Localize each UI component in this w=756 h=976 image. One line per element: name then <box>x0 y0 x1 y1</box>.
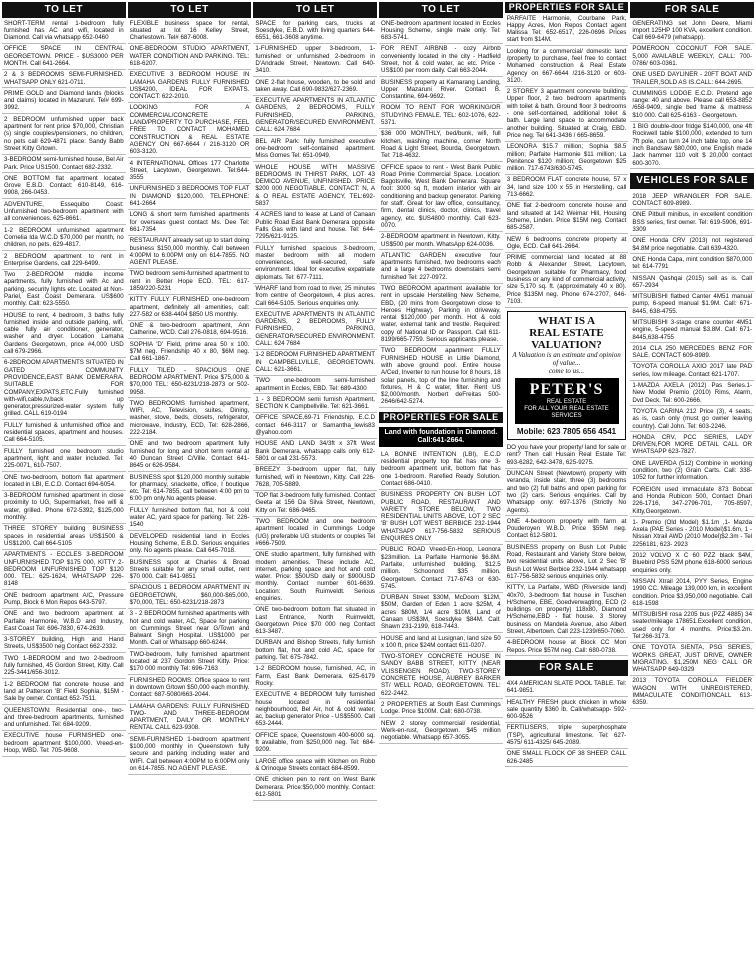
promo-line: REAL ESTATE <box>529 326 604 339</box>
classified-ad: 1 - 3 BEDROOM semi furnish Apartment, SECTION K Campbellville. Tel: 621-3661. <box>253 394 377 413</box>
classified-ad: DUNCAN Street (Newtown) property with veranda, inside stair, three (3) bedrooms and two (2) full baths and open parking for two (2) cars. Serious enquiries. Call by Whatsapp only: 697-1376 (Strictly No Agents). <box>505 469 629 517</box>
classified-ad: PUBLIC ROAD Vreed-En-Hoop, Leonora $23million. La Parfaite Harmonie $6.8M. Parfaite, unfurnished building. $12.5 million. Schoonord $35 million. Georgetown. Contact 717-6743 or 630-5745. <box>379 545 503 593</box>
realty-logo <box>515 378 619 424</box>
classified-ad: LAMAHA GARDENS: FULLY FURNISHED TWO- AND THREE-BEDROOM APARTMENT, DAILY OR MONTHLY RENTAL CALL 623-9308. <box>128 701 252 734</box>
classified-ad: ONE-BEDROOM STUDIO APARTMENT, WATER CONDITION AND PARKING. TEL: 618-6207. <box>128 44 252 70</box>
classified-ad: MITSUBISHI flatbed Canter 4M51 manual pump, 6-speed manual $1.9M. Call: 671-8445, 638-4755. <box>630 292 754 318</box>
classified-ad: 2018 JEEP WRANGLER FOR SALE. CONTACT 609-8989. <box>630 191 754 210</box>
classified-ad: TWO 1-BEDROOM and two 2-bedroom fully furnished, 45 Gordon Street, Kitty. Call 225-3441/656-3012. <box>2 653 126 679</box>
column-2 <box>128 2 252 974</box>
classified-ad: SOPHIA 'D' Field, prime area 50 x 100. $7M neg. Friendship 40 x 80, $6M neg. Call 661-1867. <box>128 339 252 365</box>
section-header: TO LET <box>253 2 377 18</box>
classified-ad: 4X4 AMERICAN SLATE POOL TABLE. Tel: 641-9851. <box>505 678 629 697</box>
classified-ad: LARGE office space with Kitchen on Robb & Orinoque Streets contact 684-8599. <box>253 756 377 775</box>
classified-ad: 3 - 2 BEDROOM furnished apartments with hot and cold water, AC, Space for parking on Cummings Street near G/Town and Balwant Singh Hospital. US$1000 per Month. Call or Whatsapp 660-6244. <box>128 609 252 649</box>
classified-ad: QUEENSTOWN: Residential one-, two- and three-bedroom apartments, furnished and unfurnished. Tel: 684-9209. <box>2 705 126 731</box>
classified-ad: WHARF land from road to river, 25 minutes from centre of Georgetown, 4 plus acres. Call 664-5105. Serious enquiries only. <box>253 284 377 310</box>
classified-ad: TWO bedroom semi-furnished apartment to rent in Better Hope ECD. TEL: 617-1859/220-5231 <box>128 269 252 295</box>
classified-ad: 1-FURNISHED upper 3-bedroom, 1-furnished or unfurnished 2-bedroom in D'Andrade Street, Newtown. Call 640-3410. <box>253 44 377 77</box>
classified-ad: TWO-bedroom, fully furnished apartment located at 237 Gordon Street Kitty. Price: $170 000 monthly Tel: 696-7163 <box>128 649 252 675</box>
classified-ad: ONE chicken pen to rent on West Bank Demerara. Price:$50,000 monthly. Contact: 612-5801 <box>253 775 377 801</box>
ad-list <box>505 443 629 657</box>
classified-ad: 2 & 3 BEDROOMS SEMI-FURNISHED. WHATSAPP ONLY 621-0711. <box>2 70 126 89</box>
classified-ad: EXECUTIVE APARTMENTS IN ATLANTIC GARDENS, 2 BEDROOMS, FULLY FURNISHED, PARKING, GENERATOR/SECURED ENVIRONMENT. CALL: 624 7684 <box>253 309 377 349</box>
classified-ad: FOR RENT AIRBNB - cozy Airbnb conveniently located in the city - Hadfield Street, hot & cold water, ac etc. Price - US$100 per room daily. Call 663-2044. <box>379 44 503 77</box>
classified-ad: ONE Pitbull minibus, in excellent condition BSS series, first owner. Tel: 619-5906, 691-3309 <box>630 210 754 236</box>
classified-ad: DO you have your property/ land for sale or rent? Then call Husain Real Estate Tel: 693-6282, 642-3478, 625-9275. <box>505 443 629 469</box>
classified-ad: ONE bedroom apartment A/C, Pressure Pump, Block 6 Mon Repos 643-5797. <box>2 590 126 609</box>
classified-ad: ONE two-bedroom, bottom flat apartment located in LBI, E.C.D. Contact 694-6054. <box>2 472 126 491</box>
classified-ad: KITTY, La Parfaite, WBD (Riverside land) 40x70, 3-bedroom flat house in Tuschen H/Scheme, EBE, Goedverwagting, ECD (2 buildings on property) 118x80, Diamond H/Scheme,EBD - flat house. 3 Storey business on Mandela Avenue, also Albert Street, Albertown. Call 223-1239/650-7060. <box>505 583 629 638</box>
classified-ad: THREE STOREY building BUSINESS spaces in residential areas US$1500 & US$1200. Call 664-5105 <box>2 524 126 550</box>
highlight-ad: Land with foundation in Diamond. Call:641-2664. <box>379 427 503 447</box>
classified-ad: FURNISHED ROOMS: Office space to rent in downtown G/town $50,000 each monthly. Contact: 687-5080/663-2044. <box>128 675 252 701</box>
classified-ad: BEL AIR Park: fully furnished executive one-bedroom self-contained apartment. Miss Gomes Tel: 651-0949. <box>253 136 377 162</box>
classified-ad: APARTMENTS - ECCLES 3-BEDROOM UNFURNISHED TOP $175 000, KITTY 2-BEDROOM UNFURNISHED TOP $120 000. TEL: 625-1624, WHATSAPP 226-8148 <box>2 550 126 590</box>
classified-ad: 1-2 BEDROOM house, furnished, AC, in Farm, East Bank Demerara. 625-6179 Rocky. <box>253 664 377 690</box>
classified-ad: 2 PROPERTIES at South East Cummings Lodge. Price $100M. Call: 680-0738. <box>379 699 503 718</box>
classified-ad: OFFICE space to rent - West Bank Public Road Prime Commercial Space. Location: Bagotsville, West Bank Demerara. Square foot: 3000 sq ft, modern interior with air conditioning and backup generator. Parking for staff. Great for law office, consultancy, firm, dental clinics, doctor, clinics, travel agency, etc. $US4800 monthly. Call 623-0070. <box>379 162 503 232</box>
classified-ad: TOP flat 3-bedroom fully furnished. Contact Geeta at 156 Da Silva Street, Newtown, Kitty on Tel: 686-9465. <box>253 491 377 517</box>
column-3 <box>253 2 377 974</box>
classified-ad: EXECUTIVE 3 BEDROOM HOUSE IN LAMAHA GARDENS FULLY FURNISHED US$4200, IDEAL FOR EXPATS. CONTACT: 622-2010. <box>128 70 252 103</box>
classified-ad: EXECUTIVE APARTMENTS IN ATLANTIC GARDENS, 2 BEDROOMS, FULLY FURNISHED, PARKING, GENERATOR/SECURED ENVIRONMENT. CALL: 624 7684 <box>253 96 377 136</box>
ad-list <box>505 13 629 308</box>
classified-ad: TWO BEDROOM and one bedroom apartment located in Cummings Lodge (UG) preferable UG students or couples Tel #666-7509. <box>253 517 377 550</box>
classified-ad: SPACE for parking cars, trucks at Soesdyke, E.B.D. with living quarters 644-6551, 661-3608 anytime. <box>253 18 377 44</box>
classified-ad: ONE two-bedroom bottom flat situated in Last Entrance, North Ruimveldt, Georgetown Price $70 000 neg Contact 613-3487. <box>253 605 377 638</box>
classified-ad: 2014 CLA 250 MERCEDES BENZ FOR SALE. CONTACT 609-8989. <box>630 343 754 362</box>
classified-ad: ONE SMALL FLOCK OF 38 SHEEP. CALL 626-2485 <box>505 749 629 768</box>
classified-ad: SEMI-FURNISHED 1-bedroom apartment $100,000 monthly in Queenstown fully secure and parking including water and WIFI. Call between 4:00PM to 6:00PM only on 614-7855. NO AGENT PLEASE. <box>128 734 252 774</box>
classified-ad: LA BONNE INTENTION (LBI), E.C.D residential property top flat has one 3-bedroom apartment unit, bottom flat has one 1-bedroom. Rarefied Ready Solution. Contact 686-0410. <box>379 449 503 489</box>
classified-ad: OFFICE SPACE,69-71 Friendship, E.C.D contact 646-3117 or Samantha_lewis83 @yahoo.com <box>253 413 377 439</box>
classified-ad: Looking for a commercial/ domestic land /property to purchase, feel free to contact Mohamed construction & Real Estate Agency on 667-6644 /216-3120 or 603-3120. <box>505 46 629 86</box>
promo-phone: Mobile: 623 7805 656 4541 <box>516 426 617 436</box>
logo-name: PETER'S <box>529 381 604 399</box>
classified-ad: NEW 6 bedrooms concrete property at Ogle, ECD. Call 641-2664. <box>505 234 629 253</box>
classified-ad: HOUSE to rent, 4 bedroom, 3 baths fully furnished inside and outside parking, wifi, cable fully air conditioner, generator, washer and dryer. Location Lamaha Gardens Georgetown, price #4,000 USD call 679-2966. <box>2 310 126 358</box>
classified-ad: WHOLE HOUSE WITH MASSIVE BEDROOMS IN THIRST PARK, LOT 43 DEMICO AVENUE, UNFINISHED. PRICE $200 000 NEGOTIABLE. CONTACT: N, A & O REAL ESTATE AGENCY, TEL:692-5837 <box>253 162 377 210</box>
column-6 <box>630 2 754 974</box>
classified-ad: TOYOTA COROLLA AXIO 2017 late PAD series, low mileage. Contact 621-1707. <box>630 362 754 381</box>
classified-ad: 4 INTERNATIONAL Offices 177 Charlotte Street, Lacytown, Georgetown. Tel:644-3555 <box>128 158 252 184</box>
column-1 <box>2 2 126 974</box>
classified-ad: 2012 VOLVO X C 60 PZZ black $4M, Bluebird PSS 52M phone 618-6000 serious enquiries only. <box>630 551 754 577</box>
classified-ad: HOUSE AND LAND 34/3ft x 37ft West Bank Demerara, whatsapp calls only 612-5801 or call 231-5573. <box>253 439 377 465</box>
section-header: TO LET <box>2 2 126 18</box>
classified-ad: ONE and two bedroom apartment fully furnished for long and short term rental at 40 Duncan Street C/Ville. Contact 641-8645 or 626-9584. <box>128 439 252 472</box>
classified-ad: 3-STOREY building, High and Hand Streets, US$3500 neg Contact 662-2332. <box>2 635 126 654</box>
ad-list <box>630 18 754 169</box>
for-sale-header: FOR SALE <box>505 660 629 676</box>
classified-ad: POMEROON COCONUT FOR SALE. 5,000 AVAILABLE WEEKLY, CALL: 700-0786/ 603-0361. <box>630 44 754 70</box>
classified-ad: 3-BEDROOM furnished apartment in close proximity to UG, Supermarket, free wifi & water, grilled. Phone 672-5392, $125,000 monthly. <box>2 491 126 524</box>
classified-ad: 1 BIG double-door fridge $140,000, one 4ft Rockwell table $100,000, extended to turn 7ft pole, can turn 24 inch table top, one 14 inch Bandsaw $80,000, one English made Jack hammer 110 volt $ 20,000 contact 600-3070. <box>630 122 754 170</box>
classified-ad: BUSINESS spot at Charles & Broad Streets suitable for any small outlet, rent $70 000. Call: 641-9851 <box>128 557 252 583</box>
classified-ad: 3-BEDROOM semi-furnished house, Bel Air Park. Price US1500. Contact 682-2332. <box>2 155 126 174</box>
classified-ad: 4-BEDROOM house at Block CC Mon Repos. Price $57M neg. Call: 680-0738. <box>505 638 629 657</box>
classified-ad: TWO BEDROOM apartment FULLY FURNISHED HOUSE in Little Diamond, with above ground pool. Entire house A/Ced, Inverter to run house for 8 hours, 18 solar panels, top of the line furnishing and fixtures, H & C water, filter. Rent US $2,000/month. Norbert deFreitas 500-2646/642-5274. <box>379 346 503 408</box>
classified-ad: FULLY TILED - SPACIOUS ONE BEDROOM APARTMENT. Price $75,000 & $70,000 TEL: 650-6231/218-2873 or 502-9958. <box>128 365 252 398</box>
classified-ad: TWO-STOREY CONCRETE HOUSE IN SANDY BABB STREET, KITTY (NEAR VLISSENGEN ROAD). TWO-STOREY CONCRETE HOUSE, AUBREY BARKER ST/ WELL ROAD, GEORGETOWN. TEL: 622-2442. <box>379 652 503 700</box>
classified-ad: LONG & short term furnished apartments for overseas guest contact Ms. Dee Tel: 661-7354 <box>128 210 252 236</box>
classified-ad: ONE TOYOTA SIENTA, PSG SERIES, WORKS GREAT, JUST DRIVE, OWNER MIGRATING. $1,250M NEG CALL OR WHATSAPP 649-0329 <box>630 643 754 676</box>
classified-ad: ONE LAVERDA (512) Combine in working condition, two (2) Grain Carts. Call: 338-1052 for further information. <box>630 458 754 484</box>
classified-ad: EXECUTIVE house FURNISHED one-bedroom apartment $100,000. Vreed-en-Hoop, WBD. Tel: 705-9608. <box>2 731 126 757</box>
ad-list <box>505 678 629 767</box>
classified-ad: 1-2 BEDROOM unfurnished apartment Cornelia Ida W.C.D $70,000 per month, no children, no pets. 629-4817. <box>2 225 126 251</box>
classified-ad: 2 BEDROOM unfurnished upper back apartment for rent price $70,000, Christian (s) single couples/pensioners, no children, no pets call 629-4871 place: Sandy Babb Street Kitty G/town. <box>2 114 126 154</box>
classified-ad: FULLY furnished spacious 3-bedroom, master bedroom with all modern conveniences, well-secured, safe environment. Ideal for executive expatriate diplomats. Tel: 677-7111. <box>253 243 377 283</box>
classified-ad: MITSUBISHI 3-stage crane counter 4M51 engine, 5-speed manual $3.8M. Call: 671-8445,638-4755 <box>630 318 754 344</box>
classified-ad: ONE-bedroom apartment located in Eccles Housing Scheme, single male only. Tel: 683-5741. <box>379 18 503 44</box>
ad-list <box>630 191 754 709</box>
promo-line: A Valuation is an estimate and opinion of value... <box>512 350 621 367</box>
classified-ad: HEALTHY FRESH pluck chicken in whole sale quantity $360 lb. Call/whatsapp- 592-600-9526 <box>505 697 629 723</box>
classified-ad: TWO BEDROOMS furnished apartment, WIFI, AC, Television, suites, Dining, washer, stove, beds, closets, refrigerator, microwave, Industry, ECD, Tel: 628-2866, 222-2184. <box>128 398 252 438</box>
classified-ad: ROOM TO RENT FOR WORKING/OR STUDYING FEMALE. TEL: 602-1076, 622-5371. <box>379 103 503 129</box>
column-4 <box>379 2 503 974</box>
classified-ad: ONE 4-bedroom property with farm at Pouderoyen W.B.D. Price $55M neg. Contact 612-5801. <box>505 516 629 542</box>
classified-ad: ONE USED DAYLINER - 20FT BOAT AND TRAILER,SOLD AS IS.CALL: 644-2695. <box>630 70 754 89</box>
classified-ad: FULLY furnished one bedroom studio apartment, light and water included. Tel: 225-0071, 610-7507. <box>2 446 126 472</box>
classified-ad: FLEXIBLE business space for rental, situated at lot 16 Kelley Street, Charlestown. Tel# 687-6008. <box>128 18 252 44</box>
classified-ad: 1-2 BEDROOM flat concrete house and land at Patterson 'B' Field Sophia, $15M - Sale by owner. Contact 652-7511. <box>2 679 126 705</box>
classified-ad: BUSINESS property at Kamarang Landing, Upper Mazaruni River. Contact B. Constantine, 694-9692. <box>379 77 503 103</box>
promo-line: WHAT IS A <box>537 314 596 327</box>
classified-ad: SHORT-TERM rental 1-bedroom fully furnished has AC and wifi, located in Diamond. Call via whatsapp 652-0460 <box>2 18 126 44</box>
classified-ad: GENERATING set John Deere, Miami import 125HP 100 KVA, excellent condition. Call 669-6479 (whatsapp). <box>630 18 754 44</box>
ad-list <box>379 449 503 744</box>
classified-ad: EXECUTIVE 4 BEDROOM fully furnished house located in residential neighbourhood, Bel Air, hot & cold water, ac, backup generator Price - US$5500. Call 653-2444. <box>253 690 377 730</box>
classified-ad: NISSAN Xtrail 2014, PYY Series, Engine 1990 CC. Mileage 139,000 km, in excellent condition. Price $3,950,000 negotiable. Call 618-1598 <box>630 576 754 609</box>
promo-line: come to us... <box>548 366 585 375</box>
classified-ad: ATLANTIC GARDEN executive four apartments furnished, two bedrooms each and a large 4 bedrooms downstairs semi furnished Tel: 227-0972. <box>379 250 503 283</box>
classified-ad: TWO one-bedroom semi-furnished apartment in Eccles, EBD. Tel: 689-4300 <box>253 376 377 395</box>
classified-ad: 4 ACRES land to lease at Land of Canaan Public Road East Bank Demerara opposite Falls Gas with land and house. Tel: 644-7295/621-9125. <box>253 210 377 243</box>
ad-list <box>253 18 377 801</box>
classified-ad: BUSINESS spot $120,000 monthly suitable for pharmacy, snackette, office, I boutique etc. Tel: 614-7855, call between 4:00 pm to 6:00 pm only.No agents please. <box>128 472 252 505</box>
classified-ad: NEW 2 storey commercial/ residential, Werk-en-rust, Georgetown. $45 million negotiable. Whatsapp 657-3055. <box>379 718 503 744</box>
classified-ad: FULLY furnished bottom flat, hot & cold water AC, yard space for parking. Tel: 226-1540 <box>128 505 252 531</box>
classified-ad: BREEZY 3-bedroom upper flat, fully furnished, wifi in Newtown, Kitty. Call 226-7628, 705-5889. <box>253 465 377 491</box>
classified-ad: 1-2 BEDROOM FURNISHED APARTMENT IN CAMPBELLVILLE, GEORGETOWN. CALL: 621-3661. <box>253 350 377 376</box>
classified-ad: LOOKING FOR A COMMERCIAL/CONCRETE LAND/PROPERTY TO PURCHASE, FEEL FREE TO CONTACT MOHAMED CONSTRUCTION & REAL ESTATE AGENCY ON 667-6644 / 216-3120 OR 603-3120. <box>128 103 252 158</box>
classified-ad: FULLY furnished & unfurnished office and residential spaces, apartment and houses. Call 664-5105. <box>2 420 126 446</box>
classified-ad: HONDA CRV, PCC SERIES, LADY DRIVEN,FOR MORE DETAIL CALL OR WHATSAPP 623-7827. <box>630 432 754 458</box>
classified-ad: ADVENTURE, Essequibo Coast: Unfurnished two-bedroom apartment with all conveniences. 625-8661. <box>2 199 126 225</box>
classified-ad: D'URBAN Street $30M, McDoom $12M, $50M, Garden of Eden 1 acre $25M, 4 acres $80M, 1/4 acre $10M, Land of Canaan US$3M, Soesdyke $84M. Call: Shawn 231-2199, 618-7443. <box>379 593 503 633</box>
classified-ad: DURBAN and Bishop Streets, fully furnish bottom flat, hot and cold AC, space for parking. Tel: 675-7842. <box>253 638 377 664</box>
classified-ad: OFFICE space, Queenstown 400-6000 sq. ft available, from $250,000 neg. Tel: 684-9209. <box>253 730 377 756</box>
classified-ad: $36 000 MONTHLY, bed/bunk, wifi, full kitchen, washing machine, corner North Road & Light Street, Bourda, Georgetown. Tel: 718-4632. <box>379 129 503 162</box>
section-header: TO LET <box>128 2 252 18</box>
ad-list <box>128 18 252 775</box>
classified-ad: LEONORA $15.7 million; Sophia $8.5 million; Parfaite Harmonie $11 million; La Penitence $120 million; Georgetown $25 million. 717-6743/630-5745. <box>505 142 629 175</box>
classified-ad: TWO BEDROOM apartment available for rent in upscale Herstelling New Scheme, EBD, (20 mins from Georgetown close to Heroes Highway). Parking in driveway, rental $120,000 per month. Hot & cold water, external tank and trestle. Required: copy of National ID or Passport. Call 611-8199/665-7759. Serious applicants please. <box>379 284 503 346</box>
logo-sub: FOR ALL YOUR REAL ESTATE SERVICES <box>524 406 609 420</box>
classified-ad: 2 STOREY 3 apartment concrete building. Upper floor, 2 two bedroom apartments with toilet & bath. Ground floor 3 bedrooms - one self-contained, additional toilet & bath. Large land space to accommodate another building. Situated at Craig, EBD. Price neg. Tel 641-3436 / 665-8659. <box>505 87 629 142</box>
classified-ad: 6-2BDROOM APARTMENTS SITUATED IN GATED COMMUNITY PROVIDENCE,EAST BANK DEMERARA. SUITABLE FOR COMPANY,EXPATS,ETC.Fully furnished with-wifi,cable,tv,back up generator,pressurized-water system fully grilled. CALL 619-0194 <box>2 358 126 420</box>
classified-ad: ONE and two bedroom apartment at Parfaite Harmonie, W.B.D and Industry, East Coast Tel: 696-7830, 674-2639. <box>2 609 126 635</box>
classified-ad: HOUSE and land at Lusignan, land size 50 x 100 ft, price $24M contact 611-0207. <box>379 633 503 652</box>
classified-ad: ONE studio apartment, fully furnished with modern amenities. These include AC, internet, parking space and hot and cold water. Price: $50USD daily or $900USD monthly. Contact number 601-6639. Location: South Ruimveldt. Serious enquiries. <box>253 550 377 605</box>
classified-ad: 1- Premio (Old Model) $1.1m ,1- Mazda Axela (PAE Series - 2010 Model)$1.6m, 1 - Nissan Xtrail AWD (2010 Model)$2.3m - Tel 2256181, 623- 2923 <box>630 517 754 550</box>
logo-sub: REAL ESTATE <box>546 399 587 406</box>
classified-ad: PARFAITE Harmonie, Courbane Park, Happy Acres, Mon Repos Contact agent Malissa Tel: 652-6517, 226-0696 Prices start from $14M. <box>505 13 629 46</box>
classified-ad: CUMMINGS LODGE E.C.D. Pretend age range: 40 and above. Please call 653-8852 /658-9409, single bed frame & mattress $10 000. Call 625-6163 - Georgetown. <box>630 88 754 121</box>
classified-ad: KITTY FULLY FURNISHED one-bedroom apartment, definitely all amenities, call: 227-582 or 638-4404 $850 US monthly. <box>128 295 252 321</box>
ad-list <box>379 18 503 408</box>
classified-ad: ONE BOTTOM flat apartment located Grove E.B.D. Contact: 610-8149, 616-9908, 266-0453. <box>2 173 126 199</box>
classified-ad: RESTAURANT already set up to start doing business $150,000 monthly. Call between 4:00PM to 6:00PM only on 614-7855. NO AGENT PLEASE. <box>128 236 252 269</box>
classified-ad: TOYOTA CARINA 212 Price (3), 4 seats, as is, cash only (must go owner leaving country). Call John. Tel: 603-2246. <box>630 406 754 432</box>
classified-ad: ONE 2-flat house, wooden, to be sold and taken away. Call 690-9832/627-2369. <box>253 77 377 96</box>
classified-ad: 2 BEDROOM apartment to rent in Enterprise Gardens, call 229-6499. <box>2 251 126 270</box>
classified-ad: ONE Honda Capa, mint condition $870,000 tel: 614-7791 <box>630 254 754 273</box>
classified-ad: NISSAN Qashqai (2015) sell as is. Call 657-2934 <box>630 273 754 292</box>
classified-ad: ONE Honda CRV (2013) not registered $4.8M price negotiable. Call 639-4320. <box>630 236 754 255</box>
section-header: PROPERTIES FOR SALE <box>505 2 629 13</box>
classified-ad: OFFICE SPACE IN CENTRAL GEORGETOWN. PRICE - $US3000 PER MONTH. Call 641-2664. <box>2 44 126 70</box>
valuation-promo <box>507 311 627 440</box>
section-header: FOR SALE <box>630 2 754 18</box>
classified-ad: ONE & two-bedroom apartment, Ann Catherine, WCD. Call 276-0818, 694-9516. <box>128 321 252 340</box>
classified-ad: DEVELOPED residential land in Eccles Housing Scheme, E.B.D. Serious enquiries only. No agents please. Call 645-7018. <box>128 531 252 557</box>
classified-ad: FOREIGN used immaculate 873 Bobcat and Honda Rubicon 500, Contact Dhari 226-1716, 347-2796-701, 705-8597, Kitty,Georgetown. <box>630 484 754 517</box>
classified-ad: PRIME commercial land located at 88 Robb & Alexander Street, Lacytown, Georgetown suitable for Pharmacy, food business or any kind of commercial activity, size 5,170 sq. ft. (approximately 40 x 80). Price $135M neg. Phone 674-2707, 646-7103. <box>505 253 629 308</box>
classified-ad: FERTILISERS, triple superphosphate (TSP), agricultural limestone. Tel: 627-4575/ 611-4325/ 645-2089. <box>505 723 629 749</box>
classified-ad: MITSUBISHI rosa 2205 bus (PZZ 4885) 34 seater/mileage 178651.Excellent condition, used only for 4 months. Price:$3.2m. Tel:266-3173. <box>630 610 754 643</box>
classified-ad: 2013 TOYOTA COROLLA FIELDER WAGON WITH UNREGISTERED, IMMACULATE CONDITIONCALL 613-6359. <box>630 676 754 709</box>
classified-ad: UNFURNISHED 3 BEDROOMS TOP FLAT IN DIAMOND $120,000. TELEPHONE: 641-2664 <box>128 184 252 210</box>
column-5 <box>505 2 629 974</box>
ad-list <box>2 18 126 757</box>
classified-ad: SPACIOUS 1 BEDROOM APARTMENT IN GEORGETOWN, $60,000-$65,000, $70,000, TEL: 650-6231/218-2873 <box>128 583 252 609</box>
classified-ad: PRIME GOLD and Diamond lands (blocks and claims) located in Mazaruni. Tel# 699-3992. <box>2 88 126 114</box>
vehicles-for-sale-header: VEHICLES FOR SALE <box>630 173 754 189</box>
properties-for-sale-header: PROPERTIES FOR SALE <box>379 412 503 423</box>
classified-ad: 1-MAZDA AXELA (2012) Pas Series.1- New Model Premio (2010) Rims, Alarm, Dvd Deck. Tel: 600-2666. <box>630 381 754 407</box>
classified-ad: BUSINESS property on Bush Lot Public Road, Restaurant and Variety Store below, two residential units above, Lot 2 Sec 'B' Bush Lot West Berbice 232-1944 whatsapp 617-756-5832 serious enquiries only. <box>505 542 629 582</box>
classified-ad: 3 BEDROOM FLAT concrete house, 57 x 34, land size 100 x 55 in Herstelling, call 713-6662. <box>505 175 629 201</box>
promo-line: VALUATION? <box>531 338 602 351</box>
section-header: TO LET <box>379 2 503 18</box>
classified-ad: 2-BEDROOM apartment in Newtown, Kitty. US$500 per month. WhatsApp 624-0036. <box>379 232 503 251</box>
classified-ad: ONE flat 2-bedroom concrete house and land situated at 142 Weimar Hill, Housing Scheme, Linden. Price $15M neg. Contact 685-2587. <box>505 201 629 234</box>
classified-ad: Two 2-BEDROOM middle income apartments, fully furnished with Ac and parking, security lights etc. Located at Non-Pariel, East Coast Demerara. US$600 monthly. Call: 623-5550. <box>2 270 126 310</box>
classified-ad: BUSINESS PROPERTY ON BUSH LOT PUBLIC ROAD, RESTAURANT AND VARIETY STORE BELOW, TWO RESIDENTIAL UNITS ABOVE, LOT 2 SEC 'B' BUSH LOT WEST BERBICE 232-1944 WHATSAPP 617-756-5832 SERIOUS ENQUIRES ONLY <box>379 490 503 545</box>
